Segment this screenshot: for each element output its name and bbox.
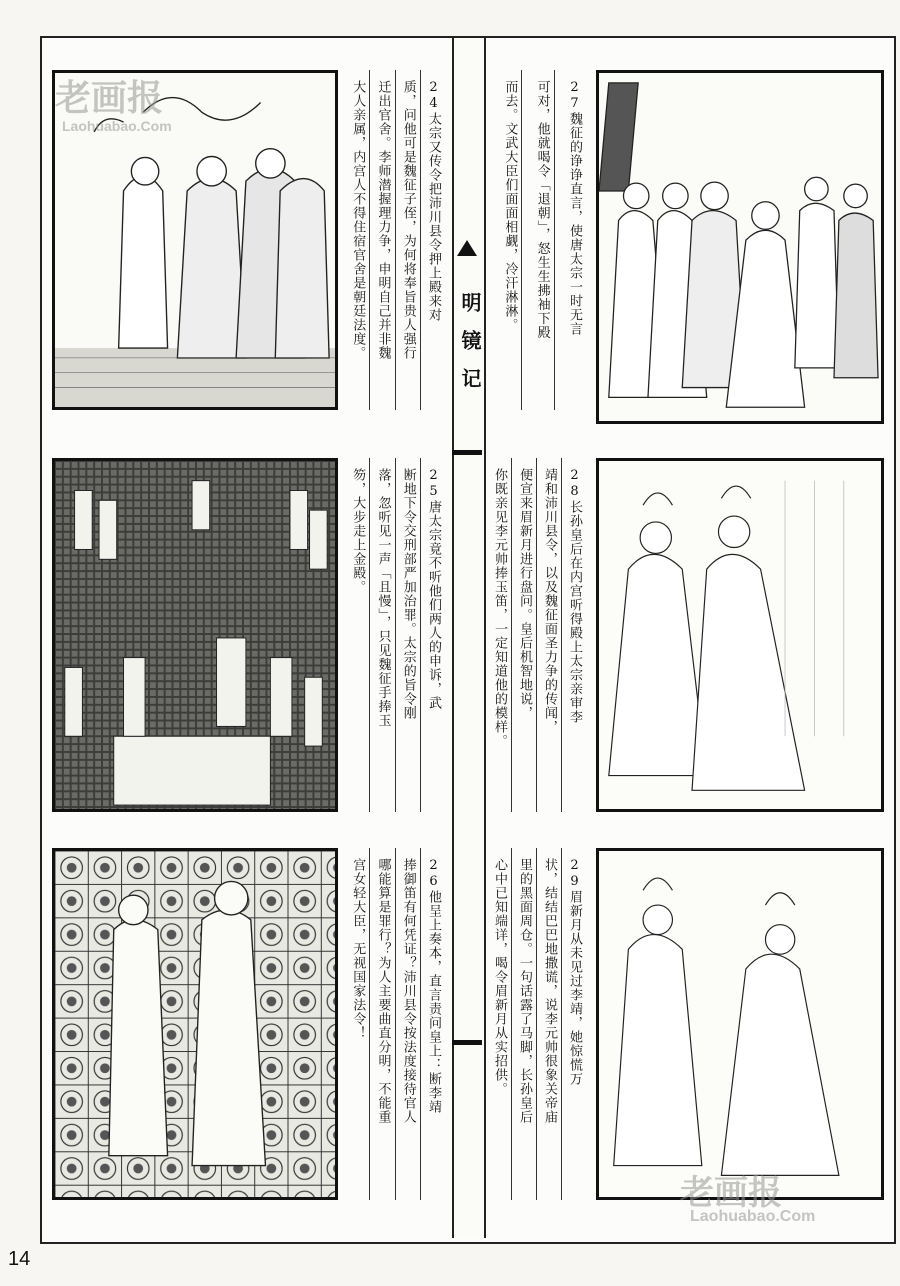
caption-line: 迁出官舍。李师潜握理力争，申明自己并非魏 (369, 70, 394, 410)
caption-line: 宫女轻大臣，无视国家法令！ (350, 858, 366, 1040)
band-divider-top (452, 450, 482, 455)
caption-line: 29眉新月从未见过李靖，她惊慌万 (561, 848, 586, 1200)
caption-line: 28长孙皇后在内宫听得殿上太宗亲审李 (561, 458, 586, 812)
caption-line: 26他呈上奏本，直言责问皇上：断李靖 (420, 848, 445, 1200)
panel-26-illustration (52, 848, 338, 1200)
caption-line: 便宣来眉新月进行盘问。皇后机智地说， (511, 458, 536, 812)
panel-28-caption (490, 458, 586, 812)
series-title (452, 262, 482, 432)
caption-line: 笏，大步走上金殿。 (350, 468, 366, 594)
caption-line: 可对，他就喝令「退朝」，怒生生拂袖下殿 (521, 70, 553, 410)
caption-line: 落，忽听见一声「且慢」，只见魏征手捧玉 (369, 458, 394, 812)
panel-24-caption (345, 70, 445, 410)
center-title-band (452, 38, 486, 1238)
watermark-logo-top: 老画报 (55, 77, 164, 118)
caption-line: 哪能算是罪行？为人主要曲直分明，不能重 (369, 848, 394, 1200)
watermark-site-top: Laohuabao.Com (62, 118, 172, 134)
panel-25-caption (345, 458, 445, 812)
caption-line: 靖和沛川县令，以及魏征面圣力争的传闻， (536, 458, 561, 812)
panel-27-illustration (596, 70, 884, 424)
caption-line: 质，问他可是魏征子侄，为何将奉旨贵人强行 (395, 70, 420, 410)
caption-line: 状，结结巴巴地撒谎，说李元帅很象关帝庙 (536, 848, 561, 1200)
watermark-logo-bottom: 老画报 (680, 1174, 782, 1212)
caption-line: 大人亲属，内宫人不得住宿官舍是朝廷法度。 (350, 80, 366, 360)
title-arrow-icon (457, 240, 477, 256)
caption-line: 心中已知端详，喝令眉新月从实招供。 (492, 858, 507, 1096)
caption-line: 断地下令交刑部严加治罪。太宗的旨令刚 (395, 458, 420, 812)
panel-29-caption (490, 848, 586, 1200)
panel-29-illustration (596, 848, 884, 1200)
caption-line: 25唐太宗竟不听他们两人的申诉，武 (420, 458, 445, 812)
panel-27-caption (490, 70, 586, 410)
panel-26-caption (345, 848, 445, 1200)
series-title-text: 明镜记 (458, 292, 482, 406)
watermark-site-bottom: Laohuabao.Com (690, 1208, 816, 1225)
caption-line: 你既亲见李元帅捧玉笛，一定知道他的模样。 (492, 468, 507, 748)
panel-25-illustration (52, 458, 338, 812)
page-number: 14 (8, 1248, 31, 1270)
band-divider-bottom (452, 1040, 482, 1045)
caption-line: 捧御笛有何凭证？沛川县令按法度接待官人 (395, 848, 420, 1200)
caption-line: 里的黑面周仓。一句话露了马脚，长孙皇后 (511, 848, 536, 1200)
caption-line: 而去。文武大臣们面面相觑，冷汗淋淋。 (502, 80, 518, 332)
panel-28-illustration (596, 458, 884, 812)
caption-line: 24太宗又传令把沛川县令押上殿来对 (420, 70, 445, 410)
caption-line: 27魏征的诤诤直言，使唐太宗一时无言 (554, 70, 586, 410)
